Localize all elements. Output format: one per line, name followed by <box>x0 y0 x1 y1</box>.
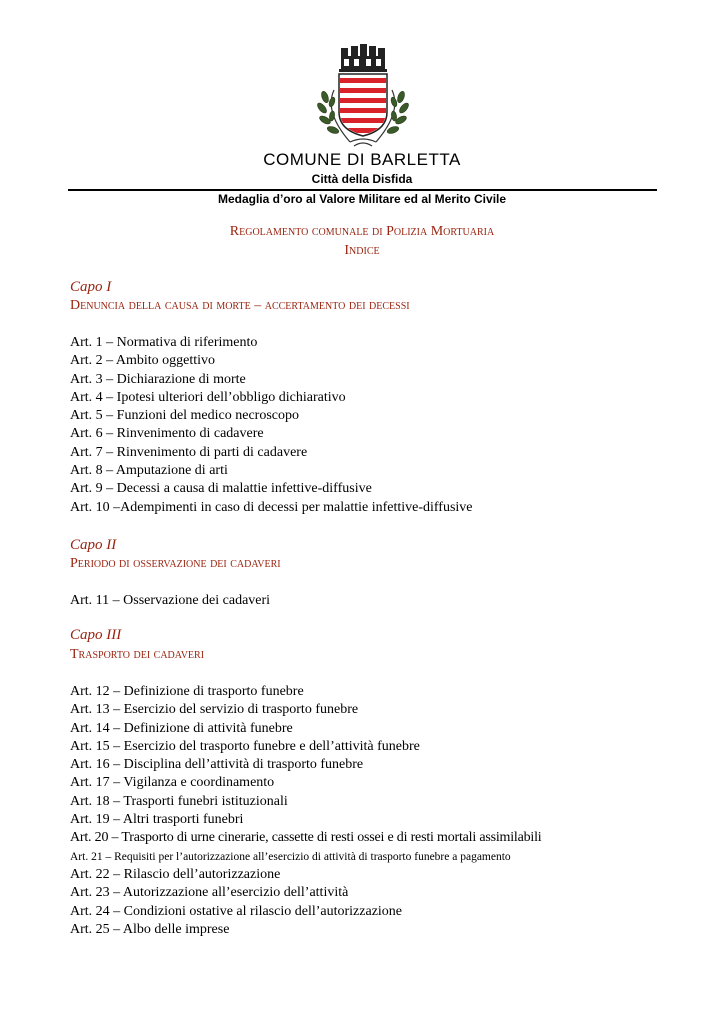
medaglia-line: Medaglia d’oro al Valore Militare ed al Merito Civile <box>217 192 507 206</box>
article-item[interactable]: Art. 10 –Adempimenti in caso di decessi per malattie infettive-diffusive <box>70 499 473 515</box>
article-item[interactable]: Art. 25 – Albo delle imprese <box>70 921 230 937</box>
article-item[interactable]: Art. 13 – Esercizio del servizio di trasporto funebre <box>70 702 359 718</box>
chapter-2-label: Capo II <box>70 537 117 553</box>
shield-icon <box>339 74 387 136</box>
article-item[interactable]: Art. 11 – Osservazione dei cadaveri <box>70 593 271 608</box>
chapter-3-articles <box>70 683 542 939</box>
article-item[interactable]: Art. 17 – Vigilanza e coordinamento <box>70 775 275 791</box>
chapter-1-label: Capo I <box>70 279 112 295</box>
article-item[interactable]: Art. 23 – Autorizzazione all’esercizio dell’attività <box>70 885 349 901</box>
article-item[interactable]: Art. 3 – Dichiarazione di morte <box>70 371 246 387</box>
article-item[interactable]: Art. 21 – Requisiti per l’autorizzazione all’esercizio di attività di trasporto funebre a pagamento <box>70 850 511 863</box>
article-item[interactable]: Art. 2 – Ambito oggettivo <box>70 353 216 369</box>
chapter-2-articles <box>70 592 270 610</box>
article-item[interactable]: Art. 20 – Trasporto di urne cinerarie, cassette di resti ossei e di resti mortali assimilabili <box>70 830 542 846</box>
article-item[interactable]: Art. 1 – Normativa di riferimento <box>70 335 258 350</box>
chapter-3-label: Capo III <box>70 627 122 643</box>
article-item[interactable]: Art. 9 – Decessi a causa di malattie infettive-diffusive <box>70 481 372 497</box>
article-item[interactable]: Art. 22 – Rilascio dell’autorizzazione <box>70 866 281 882</box>
document-title: Regolamento comunale di Polizia Mortuaria <box>229 224 495 239</box>
article-item[interactable]: Art. 15 – Esercizio del trasporto funebre e dell’attività funebre <box>70 738 420 754</box>
crown-icon <box>339 44 387 72</box>
coat-of-arms-emblem <box>310 42 416 152</box>
citta-subtitle: Città della Disfida <box>311 172 413 186</box>
article-item[interactable]: Art. 19 – Altri trasporti funebri <box>70 812 244 828</box>
article-item[interactable]: Art. 4 – Ipotesi ulteriori dell’obbligo dichiarativo <box>70 389 346 405</box>
document-subtitle: Indice <box>344 243 380 258</box>
chapter-1-articles <box>70 334 473 517</box>
article-item[interactable]: Art. 7 – Rinvenimento di parti di cadavere <box>70 444 308 460</box>
article-item[interactable]: Art. 18 – Trasporti funebri istituzionali <box>70 793 288 809</box>
chapter-1-heading: Denuncia della causa di morte – accertamento dei decessi <box>70 298 410 313</box>
article-item[interactable]: Art. 6 – Rinvenimento di cadavere <box>70 426 264 442</box>
article-item[interactable]: Art. 12 – Definizione di trasporto funebre <box>70 684 304 699</box>
article-item[interactable]: Art. 24 – Condizioni ostative al rilascio dell’autorizzazione <box>70 903 403 919</box>
chapter-2-heading: Periodo di osservazione dei cadaveri <box>70 556 281 571</box>
header-divider <box>68 189 657 191</box>
article-item[interactable]: Art. 8 – Amputazione di arti <box>70 463 228 479</box>
article-item[interactable]: Art. 16 – Disciplina dell’attività di trasporto funebre <box>70 757 364 773</box>
chapter-3-heading: Trasporto dei cadaveri <box>70 647 205 662</box>
article-item[interactable]: Art. 5 – Funzioni del medico necroscopo <box>70 408 300 424</box>
article-item[interactable]: Art. 14 – Definizione di attività funebre <box>70 720 293 736</box>
comune-title: COMUNE DI BARLETTA <box>263 150 461 169</box>
